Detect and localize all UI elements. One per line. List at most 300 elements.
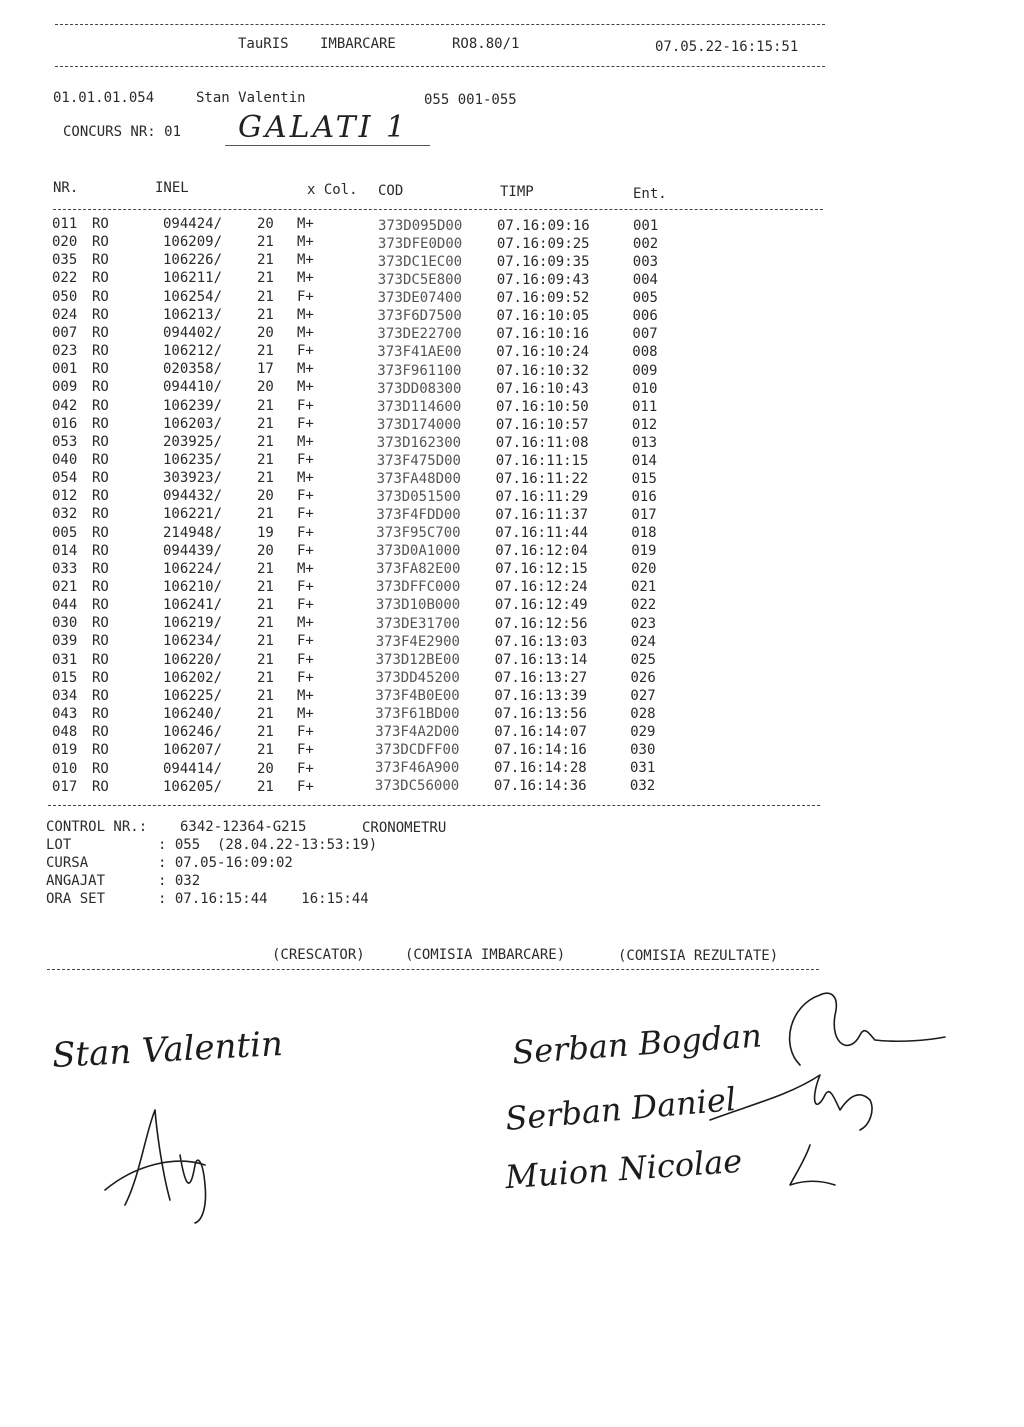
cell-cod: 373D10B000 [375,597,461,614]
header-system: TauRIS [238,36,289,52]
cell-ring: 106202/ [163,669,223,686]
cell-sex: M+ [297,234,314,251]
cell-nr: 023 [52,343,78,360]
cell-cod: 373DFFC000 [376,579,461,596]
cell-nr: 014 [52,542,78,559]
cell-year: 21 [257,270,274,287]
control-label: CONTROL NR.: [46,819,148,835]
handwritten-right-2: Serban Daniel [503,1079,738,1139]
cell-ring: 106239/ [163,397,223,414]
cell-cod: 373DFE0D00 [377,236,463,253]
cell-ring: 094402/ [163,324,223,341]
cell-country: RO [92,669,109,686]
cell-ent: 027 [630,687,656,704]
cell-sex: F+ [297,506,314,523]
cell-year: 21 [257,579,274,595]
cell-ent: 007 [632,326,658,343]
control-device: CRONOMETRU [362,820,447,836]
cell-cod: 373D0A1000 [376,543,461,560]
cell-sex: M+ [297,433,314,450]
cell-time: 07.16:13:14 [494,651,588,668]
cell-time: 07.16:09:52 [496,290,590,307]
table-row [0,597,1024,615]
cell-country: RO [92,579,109,595]
cell-ring: 106220/ [163,651,223,668]
table-row [0,506,1024,524]
handwritten-left: Stan Valentin [51,1023,284,1077]
cell-time: 07.16:11:22 [495,470,589,487]
cell-country: RO [92,706,109,723]
cell-country: RO [92,252,109,269]
cell-ring: 020358/ [163,361,223,378]
cell-ring: 106234/ [163,633,223,650]
cell-ring: 106221/ [163,506,223,523]
cell-year: 21 [257,506,274,523]
cell-ring: 106205/ [163,778,223,795]
table-row [0,307,1024,325]
table-row [0,633,1024,651]
cell-time: 07.16:09:16 [497,218,590,234]
table-row [0,561,1024,579]
cell-cod: 373DE31700 [375,615,461,632]
cell-cod: 373D095D00 [378,218,463,234]
cell-year: 21 [257,669,274,686]
cell-sex: F+ [297,597,314,614]
cell-year: 20 [257,324,274,341]
owner-name: Stan Valentin [196,90,306,106]
cell-time: 07.16:11:29 [495,489,589,506]
cell-year: 21 [257,778,274,795]
cell-ent: 016 [631,489,657,506]
handwritten-right-3: Muion Nicolae [503,1141,744,1197]
table-row [0,543,1024,561]
cell-cod: 373F4FDD00 [376,507,461,524]
table-row [0,234,1024,252]
cell-cod: 373DCDFF00 [375,742,460,759]
cell-sex: F+ [297,488,314,505]
cell-cod: 373FA48D00 [376,470,461,487]
cell-ent: 004 [632,272,658,289]
table-row [0,706,1024,724]
cell-nr: 021 [52,579,78,595]
cell-nr: 001 [52,361,78,378]
table-row [0,488,1024,506]
signature-scribble-right-mid [700,1055,900,1145]
table-row [0,615,1024,633]
cell-sex: F+ [297,524,314,541]
cell-sex: F+ [297,451,314,468]
cell-cod: 373DE22700 [377,326,462,343]
cell-ent: 030 [630,742,656,759]
cell-time: 07.16:11:44 [495,525,589,542]
table-row [0,452,1024,470]
cell-nr: 011 [52,216,78,232]
cell-country: RO [92,234,109,251]
cell-sex: F+ [297,651,314,668]
cell-cod: 373F4A2D00 [375,723,460,740]
cursa-label: CURSA [46,855,89,871]
cell-time: 07.16:10:32 [496,362,589,379]
cell-ent: 028 [630,705,656,722]
cell-sex: F+ [297,760,314,777]
cell-nr: 050 [52,288,78,305]
cell-ent: 006 [632,308,658,325]
cell-time: 07.16:10:05 [496,308,590,325]
cell-ring: 106224/ [163,560,223,577]
table-row [0,416,1024,434]
cell-country: RO [92,724,109,741]
caption-crescator: (CRESCATOR) [272,947,365,963]
cell-ring: 106207/ [163,742,223,759]
cell-ent: 014 [631,452,657,469]
cell-time: 07.16:10:24 [496,344,590,361]
col-nr: NR. [53,180,79,196]
cell-cod: 373DC5E800 [377,272,462,289]
cell-sex: F+ [297,669,314,686]
handwritten-right-1: Serban Bogdan [510,1016,763,1072]
cell-year: 21 [257,633,274,650]
cell-time: 07.16:14:36 [493,778,587,795]
cell-cod: 373DD45200 [375,669,460,686]
header-action: IMBARCARE [320,36,396,52]
cell-ent: 011 [632,398,658,415]
cell-ring: 106219/ [163,615,223,632]
cell-ring: 203925/ [163,433,223,450]
cell-ring: 094432/ [163,488,223,505]
cell-year: 21 [257,451,274,468]
cell-ent: 025 [630,651,656,668]
cell-sex: M+ [297,252,314,269]
table-row [0,252,1024,270]
cell-ent: 008 [632,344,658,361]
cell-time: 07.16:13:03 [494,633,588,650]
lot-value: : 055 (28.04.22-13:53:19) [158,837,378,853]
cell-nr: 024 [52,306,78,323]
cell-nr: 031 [52,651,78,668]
cell-time: 07.16:10:57 [495,416,589,433]
cell-sex: M+ [297,379,314,396]
table-row [0,779,1024,797]
cell-ent: 005 [632,290,658,307]
cell-ent: 021 [631,579,657,596]
cell-sex: F+ [297,343,314,360]
cell-ring: 106203/ [163,415,223,432]
cell-ring: 106240/ [163,706,223,723]
cell-sex: F+ [297,579,314,595]
table-row [0,525,1024,543]
caption-comisia-rezultate: (COMISIA REZULTATE) [618,948,779,964]
cell-cod: 373DC56000 [374,778,460,795]
cell-nr: 034 [52,687,78,704]
cell-year: 21 [257,651,274,668]
cell-year: 21 [257,470,274,487]
cell-nr: 033 [52,560,78,577]
cell-country: RO [92,397,109,414]
cell-cod: 373D162300 [376,434,462,451]
cell-year: 19 [257,524,274,541]
col-xcol: x Col. [307,182,358,198]
cell-country: RO [92,288,109,305]
cell-country: RO [92,633,109,650]
cell-year: 21 [257,252,274,269]
cell-country: RO [92,270,109,287]
cell-time: 07.16:12:04 [495,543,588,560]
cell-country: RO [92,651,109,668]
cell-year: 21 [257,687,274,704]
cell-ent: 023 [630,615,657,632]
cell-nr: 042 [52,397,78,414]
cell-ring: 094414/ [163,760,223,777]
cell-cod: 373F46A900 [375,760,460,777]
cell-ent: 009 [632,362,658,379]
cell-ring: 214948/ [163,524,223,541]
cell-ring: 106241/ [163,597,223,614]
cell-nr: 032 [52,506,78,523]
cell-ring: 106254/ [163,288,223,305]
cell-time: 07.16:10:43 [496,380,589,397]
signature-rule [47,969,819,970]
table-row [0,361,1024,379]
cell-country: RO [92,451,109,468]
cell-year: 20 [257,542,274,559]
cell-year: 21 [257,415,274,432]
cell-sex: M+ [297,270,314,287]
cell-time: 07.16:14:16 [494,742,587,759]
cell-ent: 001 [633,218,659,234]
table-row [0,724,1024,742]
cell-nr: 015 [52,669,78,686]
cell-nr: 054 [52,470,78,487]
cell-ent: 017 [631,507,657,524]
cell-ring: 106211/ [163,270,223,287]
table-row [0,742,1024,760]
cell-ring: 094439/ [163,542,223,559]
cell-ring: 106226/ [163,252,223,269]
cell-nr: 030 [52,615,78,632]
cell-nr: 012 [52,488,78,505]
cell-country: RO [92,760,109,777]
cell-sex: M+ [297,560,314,577]
cell-ent: 020 [631,561,657,578]
cell-cod: 373F61BD00 [375,705,460,722]
cell-country: RO [92,306,109,323]
cell-cod: 373F475D00 [376,452,461,469]
cell-sex: M+ [297,470,314,487]
signature-scribble-right-low [780,1135,850,1195]
cell-time: 07.16:11:37 [495,507,589,524]
cell-year: 21 [257,306,274,323]
signature-scribble-left [85,1095,245,1225]
cell-nr: 039 [52,633,78,650]
cell-sex: M+ [297,324,314,341]
cell-year: 20 [257,379,274,396]
angajat-value: : 032 [158,873,201,889]
header-datetime: 07.05.22-16:15:51 [655,39,799,55]
cell-time: 07.16:13:27 [494,669,588,686]
col-cod: COD [378,183,404,199]
cell-time: 07.16:09:35 [496,254,590,271]
cell-year: 21 [257,706,274,723]
cell-time: 07.16:09:43 [496,272,590,289]
cell-ring: 106209/ [163,234,223,251]
cell-time: 07.16:12:56 [494,615,588,632]
cell-nr: 035 [52,252,78,269]
cell-year: 21 [257,724,274,741]
cell-time: 07.16:14:07 [494,723,587,740]
cell-year: 21 [257,433,274,450]
cell-sex: M+ [297,306,314,323]
cell-cod: 373DC1EC00 [377,254,463,271]
cell-ring: 303923/ [163,470,223,487]
cell-cod: 373D174000 [376,416,462,433]
cell-ent: 019 [631,543,657,560]
owner-range: 055 001-055 [424,92,517,108]
cell-year: 21 [257,288,274,305]
table-row [0,325,1024,343]
cell-time: 07.16:13:39 [494,687,588,704]
cell-country: RO [92,542,109,559]
cell-sex: F+ [297,742,314,759]
cell-country: RO [92,324,109,341]
ora-set-label: ORA SET [46,891,106,907]
cell-time: 07.16:14:28 [494,760,587,777]
contest-handwritten-name: GALATI 1 [238,110,409,145]
cell-year: 21 [257,234,274,251]
cell-nr: 019 [52,742,78,759]
col-timp: TIMP [500,184,534,200]
cursa-value: : 07.05-16:09:02 [158,855,293,871]
header-top-rule [55,24,825,25]
cell-ring: 106235/ [163,451,223,468]
table-row [0,398,1024,416]
ora-set-value: : 07.16:15:44 16:15:44 [158,891,369,907]
cell-time: 07.16:10:50 [496,398,589,415]
cell-sex: F+ [297,288,314,305]
cell-sex: M+ [297,615,314,632]
cell-cod: 373F961100 [377,362,462,379]
angajat-label: ANGAJAT [46,873,106,889]
cell-cod: 373F4B0E00 [375,687,460,704]
cell-ring: 106213/ [163,306,223,323]
cell-year: 21 [257,343,274,360]
header-code: RO8.80/1 [452,36,520,52]
cell-country: RO [92,506,109,523]
cell-country: RO [92,379,109,396]
lot-label: LOT [46,837,72,853]
cell-ent: 003 [632,254,659,271]
cell-sex: F+ [297,724,314,741]
cell-time: 07.16:10:16 [496,326,590,343]
cell-nr: 044 [52,597,78,614]
cell-country: RO [92,615,109,632]
table-row [0,579,1024,597]
cell-cod: 373F41AE00 [377,344,462,361]
cell-ring: 106210/ [163,579,223,595]
table-row [0,434,1024,452]
table-bottom-rule [48,805,820,806]
table-row [0,343,1024,361]
cell-ent: 022 [630,597,657,614]
contest-label: CONCURS NR: 01 [63,124,182,140]
cell-ent: 031 [630,760,656,777]
cell-nr: 040 [52,451,78,468]
cell-country: RO [92,488,109,505]
table-row [0,761,1024,779]
col-ent: Ent. [633,186,667,202]
contest-underline [225,145,430,146]
cell-sex: M+ [297,361,314,378]
cell-ent: 013 [631,434,658,451]
cell-nr: 022 [52,270,78,287]
cell-time: 07.16:11:15 [495,452,589,469]
cell-cod: 373DD08300 [377,380,462,397]
cell-ent: 032 [629,778,656,795]
cell-country: RO [92,361,109,378]
cell-country: RO [92,216,109,232]
cell-country: RO [92,687,109,704]
cell-ent: 012 [631,416,658,433]
cell-ring: 106246/ [163,724,223,741]
cell-country: RO [92,470,109,487]
cell-country: RO [92,415,109,432]
cell-country: RO [92,560,109,577]
owner-id: 01.01.01.054 [53,90,155,106]
table-row [0,688,1024,706]
cell-cod: 373D114600 [377,398,462,415]
cell-time: 07.16:12:24 [495,579,588,596]
cell-time: 07.16:13:56 [494,705,588,722]
table-row [0,216,1024,234]
control-value: 6342-12364-G215 [180,819,307,835]
cell-year: 20 [257,488,274,505]
table-row [0,379,1024,397]
cell-nr: 020 [52,234,78,251]
cell-time: 07.16:11:08 [495,434,589,451]
cell-nr: 048 [52,724,78,741]
cell-ring: 106225/ [163,687,223,704]
cell-year: 21 [257,397,274,414]
cell-sex: M+ [297,687,314,704]
cell-year: 21 [257,615,274,632]
cell-cod: 373D051500 [376,489,461,506]
cell-ent: 015 [631,470,657,487]
cell-sex: F+ [297,633,314,650]
cell-sex: F+ [297,397,314,414]
cell-sex: F+ [297,778,314,795]
cell-year: 21 [257,597,274,614]
cell-cod: 373DE07400 [377,290,462,307]
table-row [0,470,1024,488]
cell-cod: 373FA82E00 [376,561,461,578]
cell-nr: 053 [52,433,78,450]
cell-nr: 017 [52,778,78,795]
cell-sex: M+ [297,706,314,723]
cell-time: 07.16:12:49 [494,597,588,614]
table-row [0,289,1024,307]
cell-year: 20 [257,216,274,232]
cell-nr: 007 [52,324,78,341]
cell-cod: 373F95C700 [376,525,461,542]
table-row [0,270,1024,288]
cell-nr: 005 [52,524,78,541]
header-bottom-rule [55,66,825,67]
cell-year: 17 [257,361,274,378]
cell-country: RO [92,597,109,614]
cell-cod: 373D12BE00 [375,651,460,668]
cell-nr: 043 [52,706,78,723]
cell-sex: F+ [297,542,314,559]
cell-ring: 094424/ [163,216,223,232]
